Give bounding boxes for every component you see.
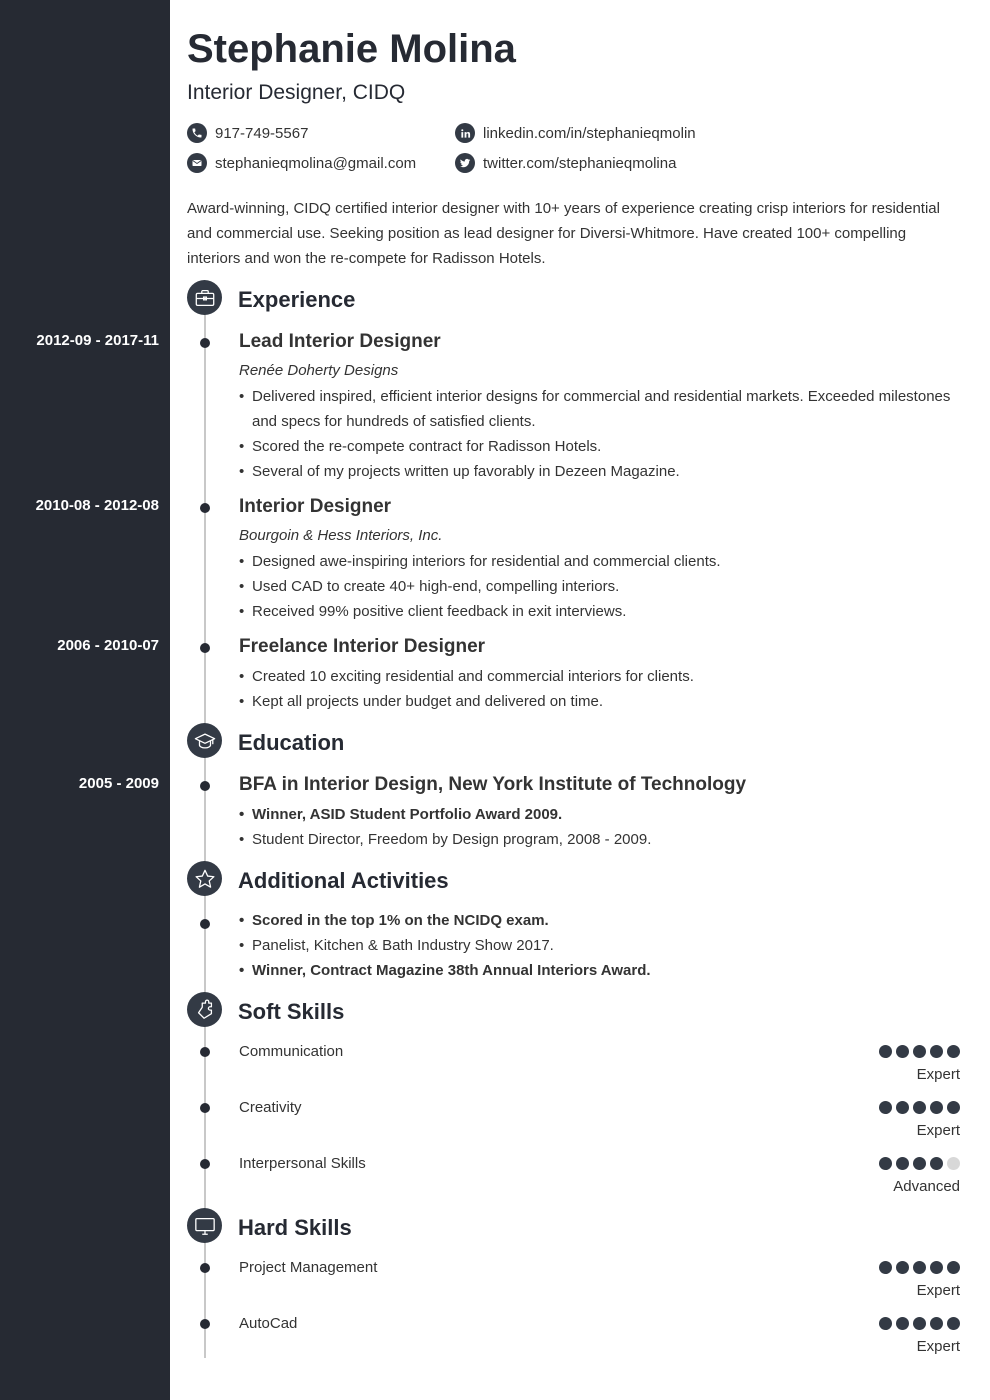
skill-level: Advanced	[893, 1178, 960, 1195]
rating-dot-filled	[879, 1101, 892, 1114]
job-bullet: • Kept all projects under budget and delivered on time.	[239, 689, 957, 714]
activity-bullet: • Panelist, Kitchen & Bath Industry Show 2017.	[239, 933, 957, 958]
rating-dot-filled	[947, 1261, 960, 1274]
monitor-icon	[187, 1208, 222, 1243]
education-dates: 2005 - 2009	[78, 775, 159, 792]
timeline-dot	[200, 1159, 210, 1169]
job-bullet: • Used CAD to create 40+ high-end, compelling interiors.	[239, 574, 957, 599]
rating-dot-filled	[947, 1045, 960, 1058]
star-icon	[187, 861, 222, 896]
skill-name: Project Management	[239, 1259, 378, 1276]
graduation-cap-icon	[187, 723, 222, 758]
phone-icon	[187, 123, 207, 143]
timeline-dot	[200, 919, 210, 929]
skill-rating	[879, 1317, 960, 1330]
timeline-dot	[200, 1319, 210, 1329]
rating-dot-filled	[896, 1101, 909, 1114]
contact-phone	[187, 123, 308, 143]
candidate-name: Stephanie Molina	[187, 27, 516, 71]
job-bullet: • Created 10 exciting residential and commercial interiors for clients.	[239, 664, 957, 689]
section-title-soft-skills: Soft Skills	[238, 999, 345, 1024]
job-dates: 2006 - 2010-07	[57, 637, 159, 654]
phone-text: 917-749-5567	[215, 124, 309, 142]
rating-dot-filled	[879, 1261, 892, 1274]
skill-level: Expert	[916, 1122, 960, 1139]
section-title-hard-skills: Hard Skills	[238, 1215, 352, 1240]
skill-name: Communication	[239, 1043, 344, 1060]
timeline-dot	[200, 1047, 210, 1057]
briefcase-icon	[187, 280, 222, 315]
timeline-line	[204, 300, 206, 1358]
rating-dot-filled	[896, 1045, 909, 1058]
linkedin-icon	[455, 123, 475, 143]
candidate-title: Interior Designer, CIDQ	[187, 81, 406, 104]
activity-bullet: • Winner, Contract Magazine 38th Annual Interiors Award.	[239, 958, 957, 983]
job-bullet: • Received 99% positive client feedback in exit interviews.	[239, 599, 957, 624]
timeline-dot	[200, 781, 210, 791]
rating-dot-filled	[913, 1261, 926, 1274]
job-bullet: • Scored the re-compete contract for Radisson Hotels.	[239, 434, 957, 459]
contact-linkedin	[455, 123, 696, 143]
section-title-activities: Additional Activities	[238, 868, 449, 893]
rating-dot-empty	[947, 1157, 960, 1170]
section-title-education: Education	[238, 730, 345, 755]
sidebar	[0, 0, 170, 1400]
rating-dot-filled	[879, 1157, 892, 1170]
job-title: Lead Interior Designer	[239, 331, 441, 352]
education-bullet: • Winner, ASID Student Portfolio Award 2009.	[239, 802, 957, 827]
email-text[interactable]: stephanieqmolina@gmail.com	[215, 154, 417, 172]
job-bullet: • Designed awe-inspiring interiors for residential and commercial clients.	[239, 549, 957, 574]
rating-dot-filled	[930, 1261, 943, 1274]
rating-dot-filled	[930, 1157, 943, 1170]
education-bullet: • Student Director, Freedom by Design program, 2008 - 2009.	[239, 827, 957, 852]
timeline-dot	[200, 643, 210, 653]
job-dates: 2010-08 - 2012-08	[35, 497, 159, 514]
timeline-dot	[200, 503, 210, 513]
rating-dot-filled	[930, 1101, 943, 1114]
rating-dot-filled	[913, 1317, 926, 1330]
rating-dot-filled	[896, 1317, 909, 1330]
skill-level: Expert	[916, 1338, 960, 1355]
rating-dot-filled	[896, 1157, 909, 1170]
contact-email	[187, 153, 416, 173]
timeline-dot	[200, 1263, 210, 1273]
skill-name: AutoCad	[239, 1315, 298, 1332]
rating-dot-filled	[913, 1045, 926, 1058]
rating-dot-filled	[913, 1157, 926, 1170]
skill-rating	[879, 1261, 960, 1274]
rating-dot-filled	[947, 1101, 960, 1114]
skill-name: Creativity	[239, 1099, 302, 1116]
twitter-text[interactable]: twitter.com/stephanieqmolina	[483, 154, 677, 172]
job-title: Interior Designer	[239, 496, 392, 517]
job-dates: 2012-09 - 2017-11	[36, 332, 159, 349]
email-icon	[187, 153, 207, 173]
summary-paragraph: Award-winning, CIDQ certified interior designer with 10+ years of experience creating crisp interiors for residential and commercial use. Seeking position as lead designer for Diversi-Whitmore. Have created 100+ compelling interiors and won the re-compete for Radisson Hotels.	[187, 200, 940, 267]
skill-rating	[879, 1045, 960, 1058]
rating-dot-filled	[913, 1101, 926, 1114]
rating-dot-filled	[879, 1045, 892, 1058]
skill-rating	[879, 1157, 960, 1170]
twitter-icon	[455, 153, 475, 173]
job-company: Renée Doherty Designs	[239, 362, 399, 379]
activity-bullet: • Scored in the top 1% on the NCIDQ exam.	[239, 908, 957, 933]
skill-level: Expert	[916, 1282, 960, 1299]
rating-dot-filled	[930, 1045, 943, 1058]
skill-name: Interpersonal Skills	[239, 1155, 366, 1172]
education-degree: BFA in Interior Design, New York Institute of Technology	[239, 774, 747, 795]
rating-dot-filled	[896, 1261, 909, 1274]
job-company: Bourgoin & Hess Interiors, Inc.	[239, 527, 443, 544]
puzzle-icon	[187, 992, 222, 1027]
timeline-dot	[200, 338, 210, 348]
contact-twitter	[455, 153, 676, 173]
rating-dot-filled	[879, 1317, 892, 1330]
job-bullet: • Several of my projects written up favorably in Dezeen Magazine.	[239, 459, 957, 484]
timeline-dot	[200, 1103, 210, 1113]
linkedin-text[interactable]: linkedin.com/in/stephanieqmolin	[483, 124, 696, 142]
rating-dot-filled	[930, 1317, 943, 1330]
job-title: Freelance Interior Designer	[239, 636, 486, 657]
rating-dot-filled	[947, 1317, 960, 1330]
skill-rating	[879, 1101, 960, 1114]
skill-level: Expert	[916, 1066, 960, 1083]
job-bullet: • Delivered inspired, efficient interior designs for commercial and residential markets. Exceeded milestones and specs for hundreds of satisfied clients.	[239, 384, 957, 434]
section-title-experience: Experience	[238, 287, 356, 312]
